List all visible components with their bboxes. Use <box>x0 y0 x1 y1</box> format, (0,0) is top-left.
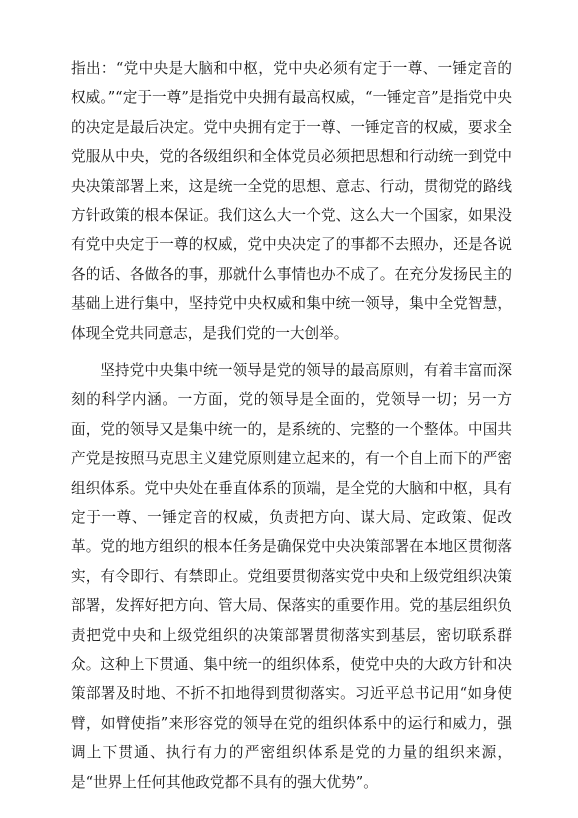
paragraph-2: 坚持党中央集中统一领导是党的领导的最高原则，有着丰富而深刻的科学内涵。一方面，党的领导是全面的，党领导一切；另一方面，党的领导又是集中统一的，是系统的、完整的一个整体。中国共产党是按照马克思主义建党原则建立起来的，有一个自上而下的严密组织体系。党中央处在垂直体系的顶端，是全党的大脑和中枢，具有定于一尊、一锤定音的权威，负责把方向、谋大局、定政策、促改革。党的地方组织的根本任务是确保党中央决策部署在本地区贯彻落实，有令即行、有禁即止。党组要贯彻落实党中央和上级党组织决策部署，发挥好把方向、管大局、保落实的重要作用。党的基层组织负责把党中央和上级党组织的决策部署贯彻落实到基层，密切联系群众。这种上下贯通、集中统一的组织体系，使党中央的大政方针和决策部署及时地、不折不扣地得到贯彻落实。习近平总书记用“如身使臂，如臂使指”来形容党的领导在党的组织体系中的运行和威力，强调上下贯通、执行有力的严密组织体系是党的力量的组织来源，是“世界上任何其他政党都不具有的强大优势”。 <box>71 362 512 791</box>
paragraph-1: 指出：“党中央是大脑和中枢，党中央必须有定于一尊、一锤定音的权威。”“定于一尊”是指党中央拥有最高权威，“一锤定音”是指党中央的决定是最后决定。党中央拥有定于一尊、一锤定音的权威，要求全党服从中央，党的各级组织和全体党员必须把思想和行动统一到党中央决策部署上来，这是统一全党的思想、意志、行动，贯彻党的路线方针政策的根本保证。我们这么大一个党、这么大一个国家，如果没有党中央定于一尊的权威，党中央决定了的事都不去照办，还是各说各的话、各做各的事，那就什么事情也办不成了。在充分发扬民主的基础上进行集中，坚持党中央权威和集中统一领导，集中全党智慧，体现全党共同意志，是我们党的一大创举。 <box>71 60 512 342</box>
